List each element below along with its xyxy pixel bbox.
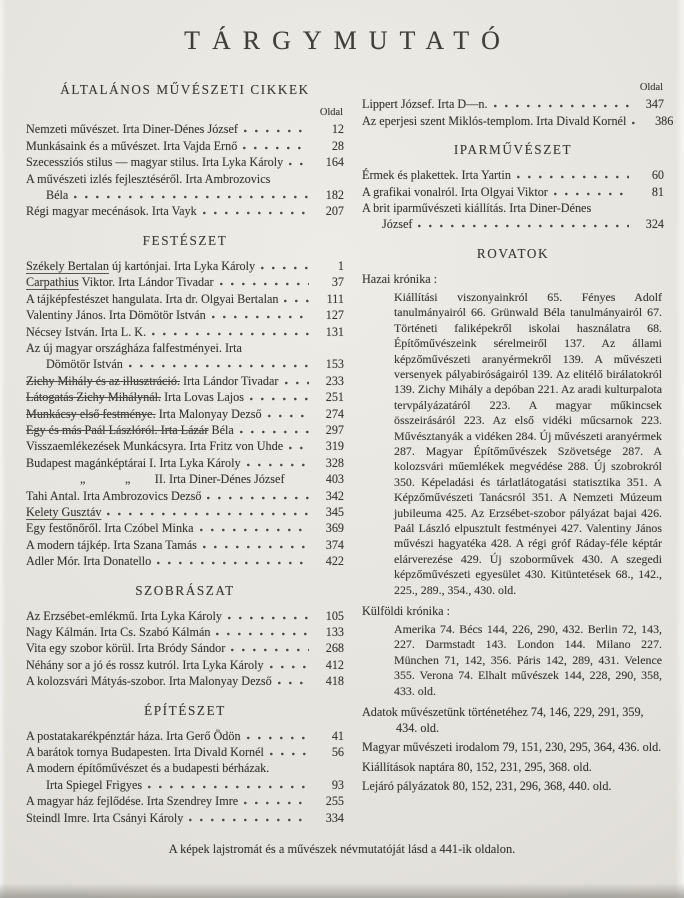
toc-entry <box>26 537 344 553</box>
entry-text: A grafikai vonalról. Irta Olgyai Viktor <box>362 184 548 199</box>
entry-text: Irta Spiegel Frigyes <box>46 777 143 792</box>
toc-entry <box>26 455 344 471</box>
entry-text: Az eperjesi szent Miklós-templom. Irta Divald Kornél <box>362 113 627 128</box>
entry-text: Nécsey István. Irta L. K. <box>26 324 147 339</box>
entry-text: Egy és más Paál Lászlóról. Irta Lázár Béla <box>26 422 234 437</box>
toc-entry <box>362 184 664 200</box>
page-number: 56 <box>331 745 344 760</box>
section-heading: IPARMŰVÉSZET <box>453 142 573 158</box>
entry-line <box>26 356 344 372</box>
page-number: 255 <box>325 794 344 809</box>
entry-line <box>26 504 344 520</box>
toc-entry <box>26 657 344 673</box>
dot-leader <box>278 681 309 685</box>
toc-entry <box>26 673 344 689</box>
entry-line <box>26 608 344 624</box>
section-heading: ROVATOK <box>476 245 550 261</box>
toc-entry <box>26 744 344 760</box>
pencil-annotation: Egy és más Paál Lászlóról. Irta Lázár <box>26 422 209 437</box>
dot-leader <box>220 282 309 286</box>
toc-entry <box>362 113 674 129</box>
toc-entry <box>26 154 344 170</box>
chronicle-index-item: Kiállítások naptára 80, 152, 231, 295, 368. old. <box>362 759 592 774</box>
page-number: 105 <box>325 608 344 623</box>
entry-line <box>26 154 344 170</box>
dot-leader <box>285 381 310 385</box>
entry-line <box>362 216 664 232</box>
entry-text: A kolozsvári Mátyás-szobor. Irta Malonyay Dezső <box>26 674 272 689</box>
entry-text: Béla <box>46 188 69 203</box>
entry-text: Valentiny János. Irta Dömötör István <box>26 308 206 323</box>
page-number: 274 <box>325 406 344 421</box>
entry-text <box>26 504 101 520</box>
entry-text-line: A művészeti izlés fejlesztéséről. Irta Ambrozovics <box>26 171 271 186</box>
page-number: 386 <box>655 113 674 128</box>
scan-left-edge <box>0 0 6 898</box>
toc-entry <box>26 793 344 809</box>
two-column-layout <box>0 82 684 826</box>
page-number: 319 <box>325 439 344 454</box>
toc-entry <box>26 138 344 154</box>
toc-entry <box>362 200 664 233</box>
dot-leader <box>517 175 629 179</box>
dot-leader <box>107 512 309 516</box>
dot-leader <box>250 397 309 401</box>
entry-line <box>26 187 344 203</box>
chronicle-index-item: Adatok művészetünk történetéhez 74, 146, 229, 291, 359, 434. old. <box>362 705 644 736</box>
dot-leader <box>244 129 309 133</box>
dot-leader <box>216 632 309 636</box>
dot-leader <box>74 195 309 199</box>
section-heading: SZOBRÁSZAT <box>135 582 235 598</box>
entry-line <box>26 793 344 809</box>
dot-leader <box>200 528 309 532</box>
toc-entry <box>26 760 344 793</box>
page-number: 28 <box>331 138 344 153</box>
oldal-column-label: Oldal <box>319 107 343 118</box>
toc-entry <box>26 810 344 826</box>
dot-leader <box>152 332 309 336</box>
entry-text: A tájképfestészet hangulata. Irta dr. Olgyai Bertalan <box>26 291 279 306</box>
toc-entry <box>26 608 344 624</box>
dot-leader <box>228 616 309 620</box>
dot-leader <box>157 561 309 565</box>
dot-leader <box>240 430 309 434</box>
page-number: 297 <box>325 422 344 437</box>
dot-leader <box>284 299 309 303</box>
dot-leader <box>270 752 309 756</box>
page-number: 153 <box>325 357 344 372</box>
page-number: 369 <box>325 521 344 536</box>
section-heading: ÁLTALÁNOS MŰVÉSZETI CIKKEK <box>60 82 310 97</box>
entry-line <box>26 438 344 454</box>
dot-leader <box>231 648 309 652</box>
page-number: 60 <box>651 168 664 183</box>
entry-line <box>26 373 344 389</box>
page-number: 81 <box>651 184 664 199</box>
entry-line <box>26 274 344 290</box>
toc-entry <box>26 258 344 274</box>
section-heading: FESTÉSZET <box>142 232 228 248</box>
entry-text: Munkásaink és a művészet. Irta Vajda Ernő <box>26 138 238 153</box>
entry-text: A barátok tornya Budapesten. Irta Divald Kornél <box>26 745 264 760</box>
entry-text: Visszaemlékezések Munkácsyra. Irta Fritz von Uhde <box>26 439 284 454</box>
entry-text-line: Az új magyar országháza falfestményei. Irta <box>26 340 242 355</box>
toc-entry <box>26 438 344 454</box>
dot-leader <box>244 801 309 805</box>
page-number: 41 <box>331 728 344 743</box>
scan-bottom-shadow <box>0 883 684 898</box>
toc-entry <box>26 504 344 520</box>
toc-entry <box>26 553 344 569</box>
toc-entry <box>26 203 344 219</box>
chronicle-index-item: Magyar művészeti irodalom 79, 151, 230, 295, 364, 436. old. <box>362 740 662 755</box>
entry-line <box>26 471 344 487</box>
entry-text: Steindl Imre. Irta Csányi Károly <box>26 810 184 825</box>
entry-line <box>26 673 344 689</box>
entry-text: Zichy Mihály és az illusztráció. Irta Lándor Tivadar <box>26 373 279 388</box>
dot-leader <box>247 463 309 467</box>
entry-text: Vita egy szobor körül. Irta Bródy Sándor <box>26 641 226 656</box>
pencil-annotation: Zichy Mihály és az illusztráció. <box>26 373 180 388</box>
pencil-annotation: Carpathius <box>26 275 79 290</box>
entry-line <box>26 777 344 793</box>
entry-text: Nemzeti művészet. Irta Diner-Dénes József <box>26 122 238 137</box>
page-number: 127 <box>325 308 344 323</box>
page-number: 207 <box>325 204 344 219</box>
chronicle-paragraph: Amerika 74. Bécs 144, 226, 290, 432. Berlin 72, 143, 227. Darmstadt 143. London 144. Milano 227. München 71, 142, 356. Páris 142, 289, 431. Velence 355. Verona 74. Elhalt művészek 144, 228, 290, 358, 433. old. <box>394 622 662 698</box>
toc-entry <box>26 488 344 504</box>
page-number: 164 <box>325 155 344 170</box>
entry-text: A postatakarékpénztár háza. Irta Gerő Ödön <box>26 728 241 743</box>
entry-text: Adler Mór. Irta Donatello <box>26 554 152 569</box>
page-number: 111 <box>326 291 344 306</box>
entry-text: Régi magyar mecénások. Irta Vayk <box>26 204 197 219</box>
page-number: 324 <box>645 217 664 232</box>
entry-text: Nagy Kálmán. Irta Cs. Szabó Kálmán <box>26 625 211 639</box>
entry-text: Dömötör István <box>46 357 123 372</box>
toc-entry <box>362 96 664 112</box>
page-number: 182 <box>325 188 344 203</box>
page-number: 328 <box>325 455 344 470</box>
entry-line <box>26 307 344 323</box>
toc-entry <box>26 373 344 389</box>
page-number: 131 <box>325 324 344 339</box>
toc-entry <box>26 307 344 323</box>
page-number: 422 <box>325 554 344 569</box>
dot-leader <box>270 665 309 669</box>
toc-entry <box>26 121 344 137</box>
dot-leader <box>129 364 309 368</box>
toc-entry <box>26 389 344 405</box>
page-number: 1 <box>337 258 344 273</box>
entry-text: Székely Bertalan új kartónjai. Irta Lyka Károly <box>26 258 256 273</box>
entry-line <box>362 184 664 200</box>
toc-entry <box>26 324 344 340</box>
toc-entry <box>26 406 344 422</box>
page-number: 12 <box>331 122 344 137</box>
entry-line <box>26 258 344 274</box>
entry-text: „ „ II. Irta Diner-Dénes József <box>80 472 285 487</box>
chronicle-label: Külföldi krónika : <box>362 604 451 618</box>
entry-text: A modern tájkép. Irta Szana Tamás <box>26 537 197 552</box>
entry-line <box>26 624 344 640</box>
page-number: 334 <box>325 810 344 825</box>
entry-line <box>26 520 344 536</box>
entry-line <box>26 455 344 471</box>
entry-text: Szecessziós stilus — magyar stilus. Irta Lyka Károly <box>26 155 284 170</box>
pencil-annotation: Munkácsy első festménye. <box>26 406 156 421</box>
entry-text: József <box>382 217 413 232</box>
page-number: 251 <box>325 390 344 405</box>
page-number: 412 <box>325 657 344 672</box>
entry-text-line: A brit iparművészeti kiállítás. Irta Diner-Dénes <box>362 201 592 216</box>
page-number: 342 <box>325 488 344 503</box>
entry-text: Érmek és plakettek. Irta Yartin <box>362 168 511 183</box>
entry-text-line: A modern építőművészet és a budapesti bérházak. <box>26 761 270 776</box>
entry-line <box>26 203 344 219</box>
entry-text: Carpathius Viktor. Irta Lándor Tivadar <box>26 275 214 290</box>
entry-text: Néhány sor a jó és rossz kutról. Irta Lyka Károly <box>26 657 264 672</box>
page-number: 233 <box>325 373 344 388</box>
entry-text: Budapest magánképtárai I. Irta Lyka Károly <box>26 455 241 470</box>
toc-entry <box>362 167 664 183</box>
entry-line <box>362 113 674 129</box>
pencil-annotation: Látogatás Zichy Mihálynál. <box>26 390 162 405</box>
footer-note: A képek lajstromát és a művészek névmutatóját lásd a 441-ik oldalon. <box>168 842 516 857</box>
dot-leader <box>203 545 309 549</box>
dot-leader <box>243 146 309 150</box>
entry-text: Látogatás Zichy Mihálynál. Irta Lovas Lajos <box>26 390 244 405</box>
page-number: 133 <box>325 625 344 639</box>
dot-leader <box>494 104 629 108</box>
dot-leader <box>212 315 309 319</box>
toc-entry <box>26 422 344 438</box>
dot-leader <box>148 785 309 789</box>
entry-line <box>26 640 344 656</box>
entry-line <box>26 744 344 760</box>
entry-line <box>26 138 344 154</box>
entry-text: Lippert József. Irta D—n. <box>362 97 488 112</box>
page-number: 347 <box>645 97 664 112</box>
entry-text: Egy festőnőről. Irta Czóbel Minka <box>26 521 194 536</box>
toc-entry <box>26 274 344 290</box>
entry-line <box>26 537 344 553</box>
entry-line <box>362 96 664 112</box>
dot-leader <box>289 162 309 166</box>
page-number: 93 <box>331 777 344 792</box>
entry-text: A magyar ház fejlődése. Irta Szendrey Imre <box>26 794 239 809</box>
right-column <box>362 82 674 826</box>
pencil-annotation: Kelety Gusztáv <box>26 504 102 519</box>
entry-line <box>362 167 664 183</box>
dot-leader <box>632 121 638 125</box>
dot-leader <box>203 211 309 215</box>
toc-entry <box>26 640 344 656</box>
dot-leader <box>247 736 309 740</box>
entry-line <box>26 291 344 307</box>
page-number: 37 <box>331 275 344 290</box>
page-number: 268 <box>325 641 344 656</box>
entry-line <box>26 657 344 673</box>
entry-text: Az Erzsébet-emlékmű. Irta Lyka Károly <box>26 608 222 623</box>
oldal-column-label: Oldal <box>639 82 663 93</box>
entry-line <box>26 553 344 569</box>
toc-entry <box>26 520 344 536</box>
toc-entry <box>26 340 344 373</box>
chronicle-paragraph: Kiállítási viszonyainkról 65. Fényes Adolf tanulmányairól 66. Grünwald Béla tanulmányairól 67. Történeti faliképekről iskolai használatra 68. Építőművészeink sérelmeiről 137. Az állami képzőművészeti aranyérmekről 139. A művészeti versenyek pályabiróságairól 139. Az elitélő birálatokról 139. Zichy Mihály a depóban 221. Az aradi kulturpalota tervpályázatáról 223. A magyar műkincsek összeirásáról 223. Az első vidéki műcsarnok 223. Művésztanyák a vidéken 284. Új művészeti aranyérmek 287. Magyar Építőművészek Szövetsége 287. A kolozsvári műemlékek megvédése 288. Új szobrokról 350. Képeladási és tárlatlátogatási statisztika 351. A Képzőművészeti Tanácsról 351. A Nemzeti Múzeum jubileuma 425. Az Erzsébet-szobor pályázat bajai 426. Paál László elpusztult festményei 427. Valentiny János művészi hagyatéka 428. A régi gróf Ráday-féle képtár elárverezése 429. Új szoborművek 430. A szegedi képzőművészeti egyesület 430. Kitüntetések 68., 142., 225., 289., 354., 430. old. <box>394 289 662 597</box>
left-column <box>26 82 344 826</box>
dot-leader <box>189 818 309 822</box>
pencil-annotation: Székely Bertalan <box>26 258 109 273</box>
page-title: TÁRGYMUTATÓ <box>184 26 512 55</box>
entry-line <box>26 810 344 826</box>
entry-line <box>26 422 344 438</box>
entry-text: Tahi Antal. Irta Ambrozovics Dezső <box>26 488 202 503</box>
page-number: 374 <box>325 537 344 552</box>
dot-leader <box>554 192 629 196</box>
page-number: 418 <box>325 674 344 689</box>
toc-entry <box>26 171 344 204</box>
dot-leader <box>261 266 309 270</box>
dot-leader <box>289 446 309 450</box>
entry-text: Munkácsy első festménye. Irta Malonyay Dezső <box>26 406 262 421</box>
dot-leader <box>418 224 629 228</box>
entry-line <box>26 121 344 137</box>
toc-entry <box>26 471 344 487</box>
dot-leader <box>268 414 309 418</box>
section-heading: ÉPÍTÉSZET <box>144 702 226 718</box>
page-number: 345 <box>325 504 344 519</box>
entry-line <box>26 488 344 504</box>
entry-line <box>26 728 344 744</box>
toc-entry <box>26 291 344 307</box>
page-number: 403 <box>325 472 344 487</box>
entry-line <box>26 389 344 405</box>
toc-entry <box>26 624 344 640</box>
entry-line <box>26 406 344 422</box>
chronicle-index-item: Lejáró pályázatok 80, 152, 231, 296, 368, 440. old. <box>362 778 612 793</box>
toc-entry <box>26 728 344 744</box>
dot-leader <box>291 479 310 483</box>
dot-leader <box>207 496 309 500</box>
chronicle-label: Hazai krónika : <box>362 271 438 286</box>
scan-right-edge <box>675 0 684 898</box>
entry-line <box>26 324 344 340</box>
